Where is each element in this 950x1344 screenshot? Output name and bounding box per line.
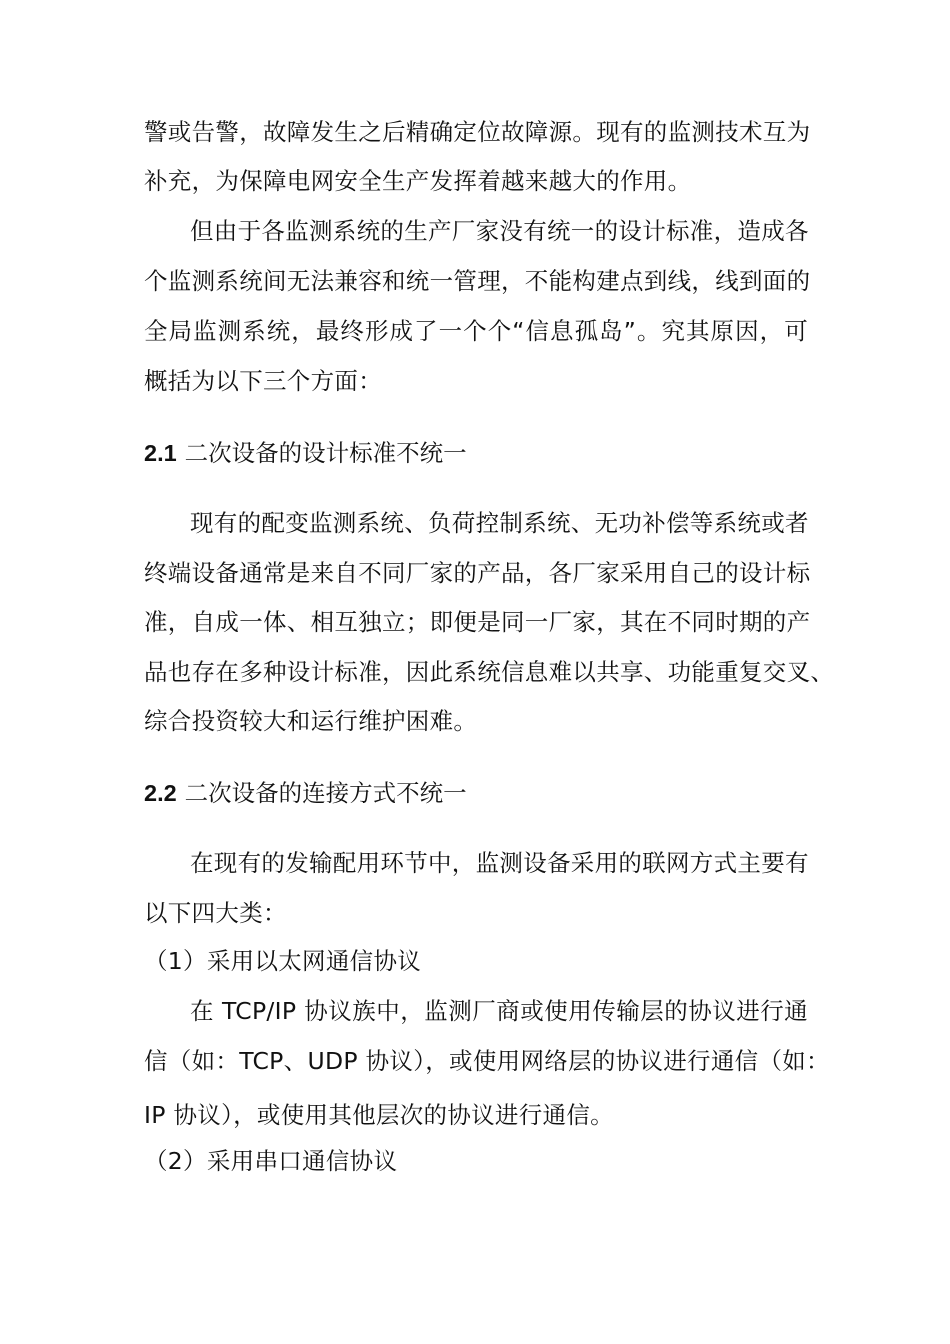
body-text-line: 综合投资较大和运行维护困难。 [144,707,478,735]
body-text-line: 以下四大类： [144,899,287,927]
section-number: 2.2 [144,780,177,806]
body-text-line: 终端设备通常是来自不同厂家的产品，各厂家采用自己的设计标 [144,559,811,587]
list-item-label: （1）采用以太网通信协议 [144,947,422,975]
body-text-line: 警或告警，故障发生之后精确定位故障源。现有的监测技术互为 [144,118,811,146]
section-title: 二次设备的连接方式不统一 [184,779,467,807]
body-text-line: IP 协议），或使用其他层次的协议进行通信。 [144,1101,614,1129]
list-item-label: （2）采用串口通信协议 [144,1147,398,1175]
body-text-line: 但由于各监测系统的生产厂家没有统一的设计标准，造成各 [190,217,809,245]
section-number: 2.1 [144,440,177,466]
section-title: 二次设备的设计标准不统一 [184,439,467,467]
section-heading-2-2 [144,778,467,808]
body-text-line: 个监测系统间无法兼容和统一管理，不能构建点到线，线到面的 [144,267,811,295]
body-text-line: 品也存在多种设计标准，因此系统信息难以共享、功能重复交叉、 [144,658,835,686]
body-text-line: 准，自成一体、相互独立；即便是同一厂家，其在不同时期的产 [144,608,811,636]
body-text-line: 在现有的发输配用环节中，监测设备采用的联网方式主要有 [190,849,809,877]
section-heading-2-1 [144,438,467,468]
body-text-line: 全局监测系统，最终形成了一个个“信息孤岛”。究其原因，可 [144,317,808,345]
body-text-line: 在 TCP/IP 协议族中，监测厂商或使用传输层的协议进行通 [190,997,808,1025]
body-text-line: 补充，为保障电网安全生产发挥着越来越大的作用。 [144,167,692,195]
body-text-line: 信（如：TCP、UDP 协议），或使用网络层的协议进行通信（如： [144,1047,830,1075]
body-text-line: 现有的配变监测系统、负荷控制系统、无功补偿等系统或者 [190,509,809,537]
body-text-line: 概括为以下三个方面： [144,367,382,395]
